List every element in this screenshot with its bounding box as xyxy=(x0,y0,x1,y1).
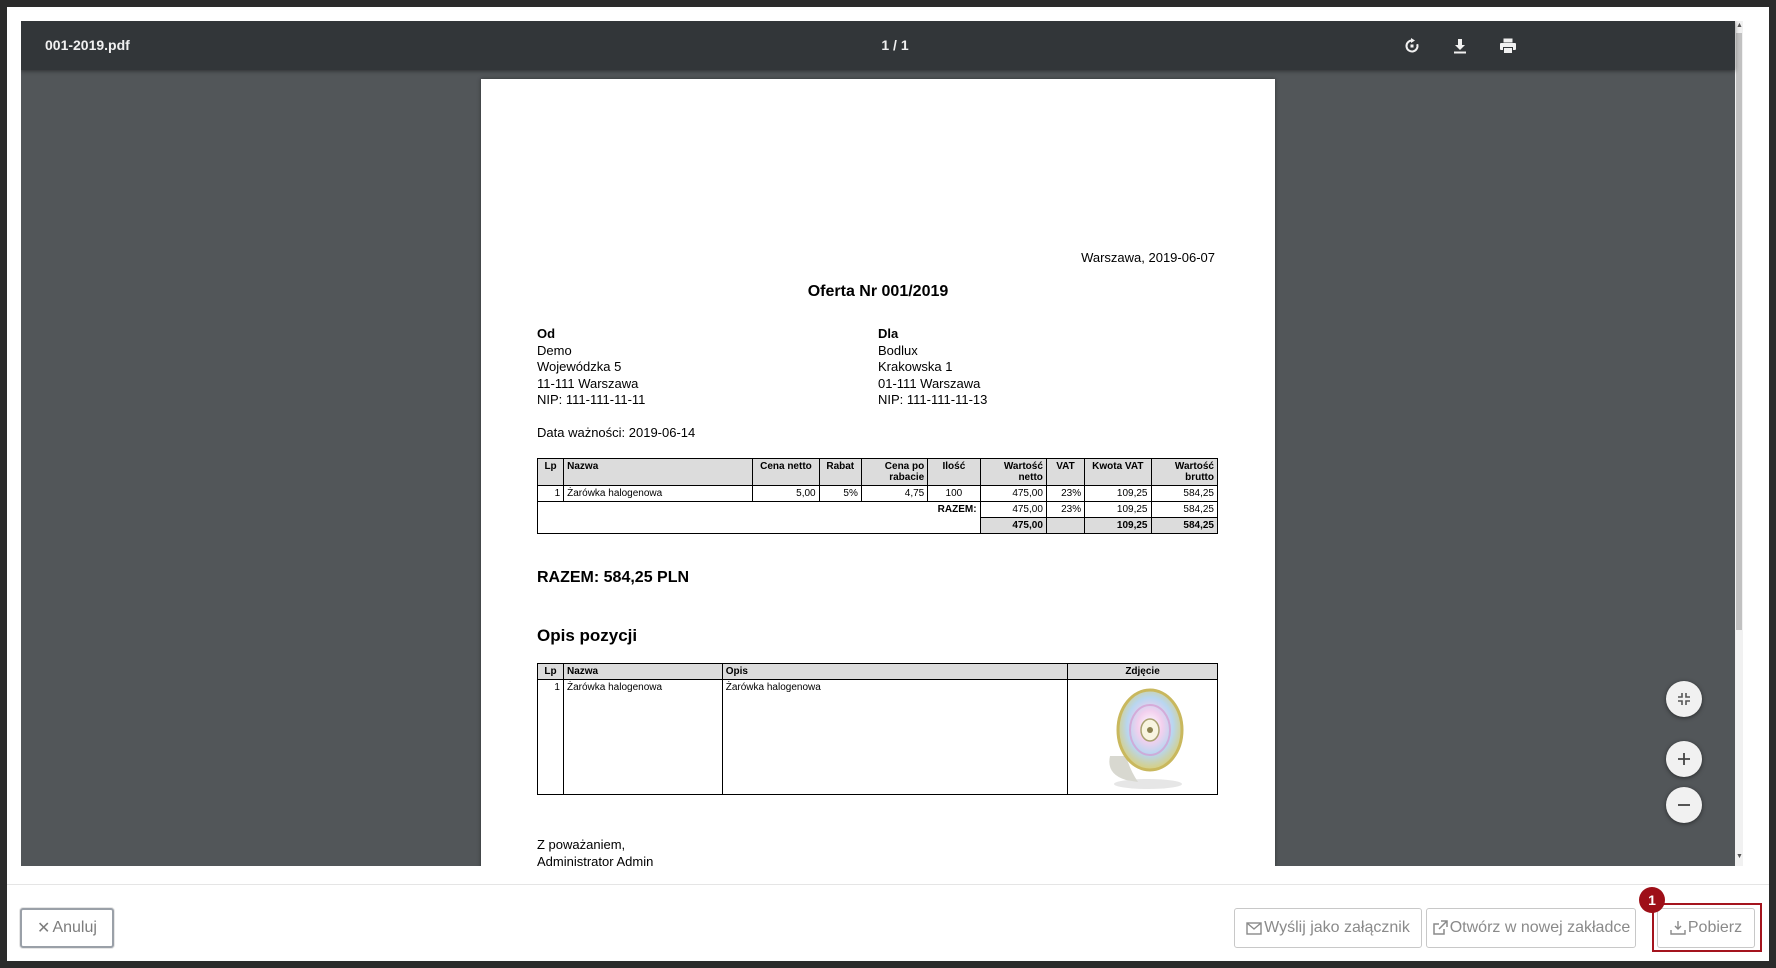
razem-vat: 23% xyxy=(1046,502,1084,518)
description-heading: Opis pozycji xyxy=(537,626,638,645)
total-brutto: 584,25 xyxy=(1151,518,1218,534)
desc-cell-nazwa: Żarówka halogenowa xyxy=(563,680,722,795)
razem-netto: 475,00 xyxy=(980,502,1046,518)
col-rabat: Rabat xyxy=(819,459,861,486)
col-wartosc-brutto: Wartość brutto xyxy=(1151,459,1218,486)
items-table-header xyxy=(538,459,1218,486)
seller-city: 11-111 Warszawa xyxy=(537,375,639,391)
items-table xyxy=(537,458,1218,534)
cancel-label: Anuluj xyxy=(52,919,97,936)
document-title: Oferta Nr 001/2019 xyxy=(807,283,949,300)
buyer-name: Bodlux xyxy=(878,342,918,358)
pdf-filename: 001-2019.pdf xyxy=(45,37,130,53)
close-icon: ✕ xyxy=(37,920,51,937)
buyer-street: Krakowska 1 xyxy=(878,359,953,374)
fit-page-button[interactable] xyxy=(1666,681,1702,717)
preview-modal xyxy=(7,7,1769,961)
buyer-city: 01-111 Warszawa xyxy=(878,375,981,391)
seller-street: Wojewódzka 5 xyxy=(537,359,622,374)
desc-cell-lp: 1 xyxy=(538,680,564,795)
send-as-attachment-button[interactable] xyxy=(1234,908,1422,948)
seller-nip: NIP: 111-111-11-11 xyxy=(537,392,646,407)
razem-label: RAZEM: xyxy=(538,502,981,534)
description-table xyxy=(537,663,1218,795)
step-badge: 1 xyxy=(1639,887,1665,913)
cell-cena-netto: 5,00 xyxy=(753,486,819,502)
rotate-icon[interactable] xyxy=(1399,33,1425,59)
desc-col-lp: Lp xyxy=(538,664,564,680)
cell-wartosc-brutto: 584,25 xyxy=(1151,486,1218,502)
seller-block xyxy=(537,326,645,409)
col-wartosc-netto: Wartość netto xyxy=(980,459,1046,486)
cell-vat: 23% xyxy=(1046,486,1084,502)
cancel-button[interactable] xyxy=(20,908,114,948)
desc-col-zdjecie: Zdjęcie xyxy=(1068,664,1218,680)
pdf-viewer xyxy=(21,21,1743,866)
print-icon[interactable] xyxy=(1495,33,1521,59)
open-new-tab-button[interactable] xyxy=(1426,908,1636,948)
zoom-out-button[interactable] xyxy=(1666,787,1702,823)
fit-page-icon xyxy=(1677,692,1691,706)
col-lp: Lp xyxy=(538,459,564,486)
valid-until: Data ważności: 2019-06-14 xyxy=(537,425,696,440)
cell-ilosc: 100 xyxy=(928,486,980,502)
table-row xyxy=(538,486,1218,502)
download-icon xyxy=(1670,920,1686,936)
closing-greeting: Z poważaniem, xyxy=(537,837,626,852)
cell-cena-po-rabacie: 4,75 xyxy=(861,486,927,502)
col-kwota-vat: Kwota VAT xyxy=(1085,459,1151,486)
envelope-icon xyxy=(1246,922,1262,935)
scroll-thumb[interactable] xyxy=(1736,33,1742,630)
scroll-down-icon[interactable]: ▼ xyxy=(1736,853,1743,860)
desc-cell-zdjecie xyxy=(1068,680,1218,795)
table-row xyxy=(538,680,1218,795)
minus-icon xyxy=(1677,798,1691,812)
buyer-block xyxy=(878,326,987,409)
seller-name: Demo xyxy=(537,342,572,358)
razem-brutto: 584,25 xyxy=(1151,502,1218,518)
closing-signature: Administrator Admin xyxy=(537,854,654,866)
cell-lp: 1 xyxy=(538,486,564,502)
closing-block xyxy=(537,836,653,866)
buyer-nip: NIP: 111-111-11-13 xyxy=(878,392,988,407)
download-icon[interactable] xyxy=(1447,33,1473,59)
scroll-up-icon[interactable]: ▲ xyxy=(1736,22,1743,29)
cell-nazwa: Żarówka halogenowa xyxy=(564,486,753,502)
col-cena-netto: Cena netto xyxy=(753,459,819,486)
halogen-bulb-image xyxy=(1100,686,1186,790)
description-table-header xyxy=(538,664,1218,680)
col-ilosc: Ilość xyxy=(928,459,980,486)
download-label: Pobierz xyxy=(1687,919,1743,936)
desc-col-opis: Opis xyxy=(722,664,1067,680)
viewer-scrollbar[interactable] xyxy=(1735,21,1743,866)
razem-row xyxy=(538,502,1218,518)
footer-divider xyxy=(7,884,1769,885)
grand-total: RAZEM: 584,25 PLN xyxy=(537,569,690,586)
external-link-icon xyxy=(1432,920,1448,936)
col-vat: VAT xyxy=(1046,459,1084,486)
plus-icon xyxy=(1677,752,1691,766)
page-indicator: 1 / 1 xyxy=(881,37,909,53)
download-button[interactable] xyxy=(1657,908,1755,948)
document-date: Warszawa, 2019-06-07 xyxy=(1081,250,1215,265)
pdf-toolbar xyxy=(21,21,1735,70)
pdf-page xyxy=(481,79,1275,866)
desc-cell-opis: Żarówka halogenowa xyxy=(722,680,1067,795)
cell-kwota-vat: 109,25 xyxy=(1085,486,1151,502)
total-kwota-vat: 109,25 xyxy=(1085,518,1151,534)
send-label: Wyślij jako załącznik xyxy=(1264,919,1410,936)
total-vat xyxy=(1046,518,1084,534)
col-nazwa: Nazwa xyxy=(564,459,753,486)
col-cena-po-rabacie: Cena po rabacie xyxy=(861,459,927,486)
open-label: Otwórz w nowej zakładce xyxy=(1449,919,1631,936)
total-netto: 475,00 xyxy=(980,518,1046,534)
seller-heading: Od xyxy=(537,326,556,341)
buyer-heading: Dla xyxy=(878,326,899,341)
cell-wartosc-netto: 475,00 xyxy=(980,486,1046,502)
razem-kwota-vat: 109,25 xyxy=(1085,502,1151,518)
cell-rabat: 5% xyxy=(819,486,861,502)
zoom-in-button[interactable] xyxy=(1666,741,1702,777)
desc-col-nazwa: Nazwa xyxy=(563,664,722,680)
